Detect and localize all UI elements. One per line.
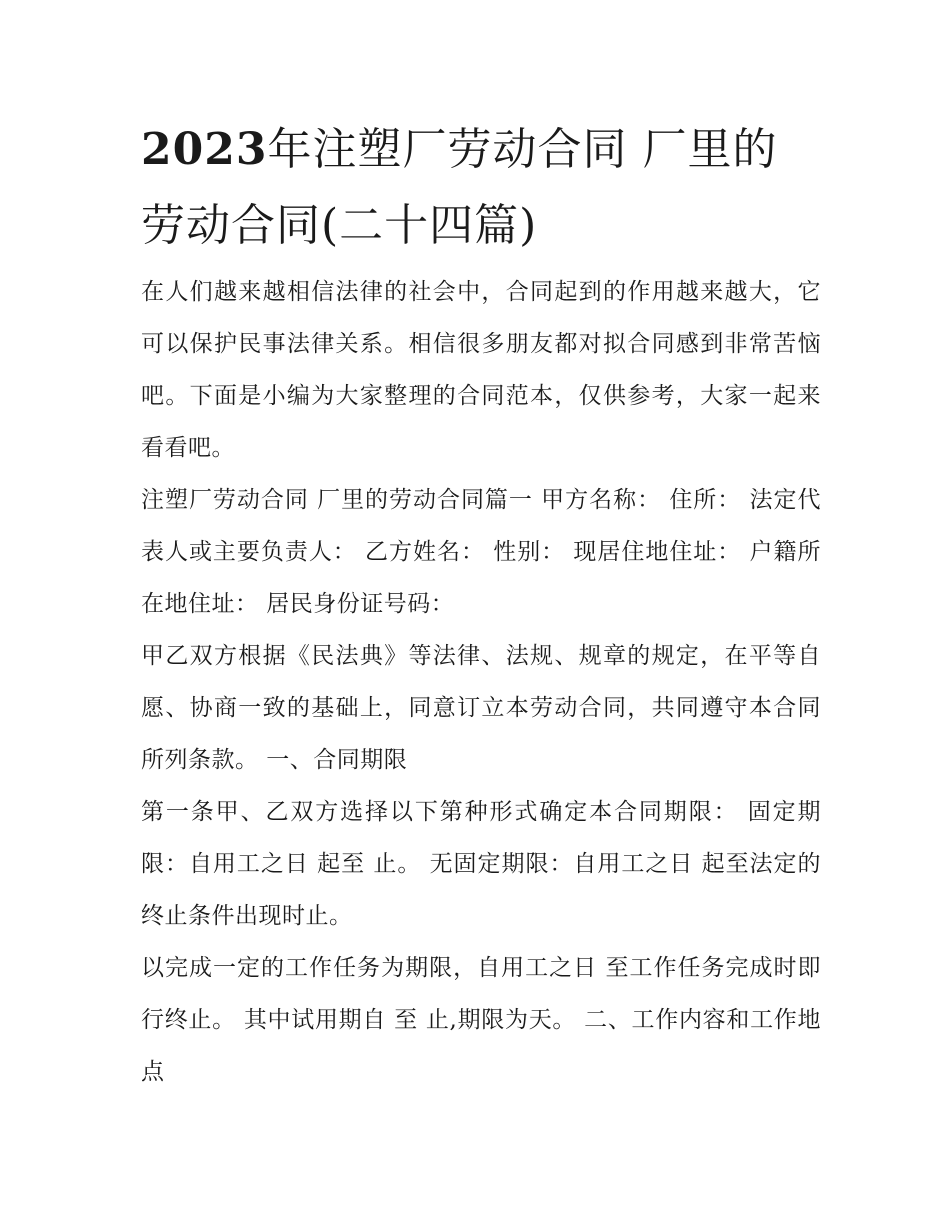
term-paragraph: 第一条甲、乙双方选择以下第种形式确定本合同期限： 固定期限：自用工之日 起至 止。 无固定期限：自用工之日 起至法定的终止条件出现时止。 bbox=[141, 799, 821, 929]
title-year: 2023 bbox=[141, 124, 268, 175]
task-term-paragraph: 以完成一定的工作任务为期限，自用工之日 至工作任务完成时即行终止。 其中试用期自 至 止,期限为天。 二、工作内容和工作地点 bbox=[141, 955, 821, 1085]
intro-paragraph: 在人们越来越相信法律的社会中，合同起到的作用越来越大，它可以保护民事法律关系。相信很多朋友都对拟合同感到非常苦恼吧。下面是小编为大家整理的合同范本，仅供参考，大家一起来看看吧。 bbox=[141, 279, 821, 461]
title-text: 年注塑厂劳动合同 厂里的劳动合同(二十四篇) bbox=[141, 124, 778, 251]
document-content bbox=[141, 112, 821, 1098]
parties-paragraph: 注塑厂劳动合同 厂里的劳动合同篇一 甲方名称： 住所： 法定代表人或主要负责人： 乙方姓名： 性别： 现居住地住址： 户籍所在地住址： 居民身份证号码： bbox=[141, 487, 821, 617]
document-title bbox=[141, 112, 781, 264]
agreement-paragraph: 甲乙双方根据《民法典》等法律、法规、规章的规定，在平等自愿、协商一致的基础上，同意订立本劳动合同，共同遵守本合同所列条款。 一、合同期限 bbox=[141, 643, 821, 773]
